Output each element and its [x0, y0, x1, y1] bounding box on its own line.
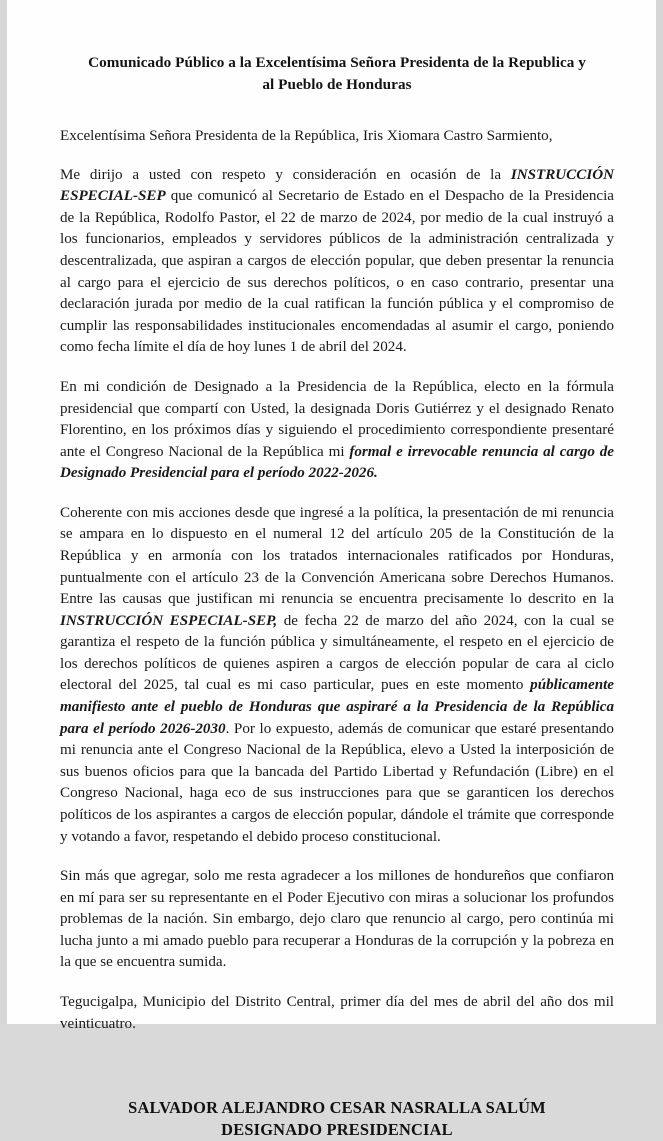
paragraph-2-emphasis-renuncia-designado-presidencial: formal e irrevocable renuncia al cargo de Designado Presidencial para el período 2022-2026. [60, 443, 614, 482]
paragraph-3-text-part-2: de fecha 22 de marzo del año 2024, con la cual se garantiza el respeto de la función pública y simultáneamente, el respeto en el ejercicio de los derechos políticos de quienes aspiren a cargos de elección popular de cara al ciclo electoral del 2025, tal cual es mi caso particular, pues en este momento [60, 612, 615, 694]
signatory-role: DESIGNADO PRESIDENCIAL [221, 1119, 453, 1139]
paragraph-1-emphasis-instruccion-especial-sep: INSTRUCCIÓN ESPECIAL-SEP [60, 166, 614, 205]
document-sheet [7, 0, 656, 1139]
paragraph-1-text-part-2: que comunicó al Secretario de Estado en el Despacho de la Presidencia de la República, Rodolfo Pastor, el 22 de marzo de 2024, por medio de la cual instruyó a los funcionarios, empleados y servidores públicos de la administración centralizada y descentralizada, que aspiran a cargos de elección popular, que deben presentar la renuncia al cargo para el ejercicio de sus derechos políticos, o en caso contrario, presentar una declaración jurada por medio de la cual ratifican la función pública y el compromiso de cumplir las responsabilidades institucionales encomendadas al asumir el cargo, poniendo como fecha límite el día de hoy lunes 1 de abril del 2024. [60, 188, 614, 356]
paragraph-4 [60, 866, 614, 974]
signatory-name: SALVADOR ALEJANDRO CESAR NASRALLA SALÚM [128, 1098, 546, 1118]
page-title: Comunicado Público a la Excelentísima Señora Presidenta de la Republica y al Pueblo de Honduras [88, 54, 586, 93]
paragraph-3-emphasis-instruccion-especial-sep: INSTRUCCIÓN ESPECIAL-SEP, [60, 612, 278, 629]
signature-block [60, 1097, 614, 1141]
paragraph-1-text-part-1: Me dirijo a usted con respeto y consideración en ocasión de la [60, 166, 511, 183]
paragraph-3-text-part-3: . Por lo expuesto, además de comunicar que estaré presentando mi renuncia ante el Congreso Nacional de la República, elevo a Usted la interposición de sus buenos oficios para que la bancada del Partido Libertad y Refundación (Libre) en el Congreso Nacional, haga eco de sus instrucciones para que se garanticen los derechos políticos de los aspirantes a cargos de elección popular, dándole el trámite que corresponde y votando a favor, respetando el debido proceso constitucional. [60, 720, 614, 845]
paragraph-3-emphasis-aspiracion-presidencia: públicamente manifiesto ante el pueblo de Honduras que aspiraré a la Presidencia de la República para el período 2026-2030 [60, 677, 614, 737]
paragraph-3 [60, 503, 614, 848]
paragraph-2 [60, 377, 614, 485]
paragraph-1 [60, 165, 614, 359]
paragraph-3-text-part-1: Coherente con mis acciones desde que ingresé a la política, la presentación de mi renuncia se ampara en lo dispuesto en el numeral 12 del artículo 205 de la Constitución de la República y en armonía con los tratados internacionales ratificados por Honduras, puntualmente con el artículo 23 de la Convención Americana sobre Derechos Humanos. Entre las causas que justifican mi renuncia se encuentra precisamente lo descrito en la [60, 504, 614, 608]
paragraph-5-place-and-date [60, 992, 614, 1035]
document-body [60, 126, 614, 1035]
paragraph-5-text: Tegucigalpa, Municipio del Distrito Central, primer día del mes de abril del año dos mil veinticuatro. [60, 993, 614, 1032]
paragraph-2-text-part-1: En mi condición de Designado a la Presidencia de la República, electo en la fórmula presidencial que compartí con Usted, la designada Doris Gutiérrez y el designado Renato Florentino, en los próximos días y siguiendo el procedimiento correspondiente presentaré ante el Congreso Nacional de la República mi [60, 378, 614, 460]
paragraph-4-text: Sin más que agregar, solo me resta agradecer a los millones de hondureños que confiaron en mí para ser su representante en el Poder Ejecutivo con miras a solucionar los profundos problemas de la nación. Sin embargo, dejo claro que renuncio al cargo, pero continúa mi lucha junto a mi amado pueblo para recuperar a Honduras de la corrupción y la pobreza en la que se encuentra sumida. [60, 868, 614, 971]
salutation-line: Excelentísima Señora Presidenta de la República, Iris Xiomara Castro Sarmiento, [60, 128, 553, 145]
